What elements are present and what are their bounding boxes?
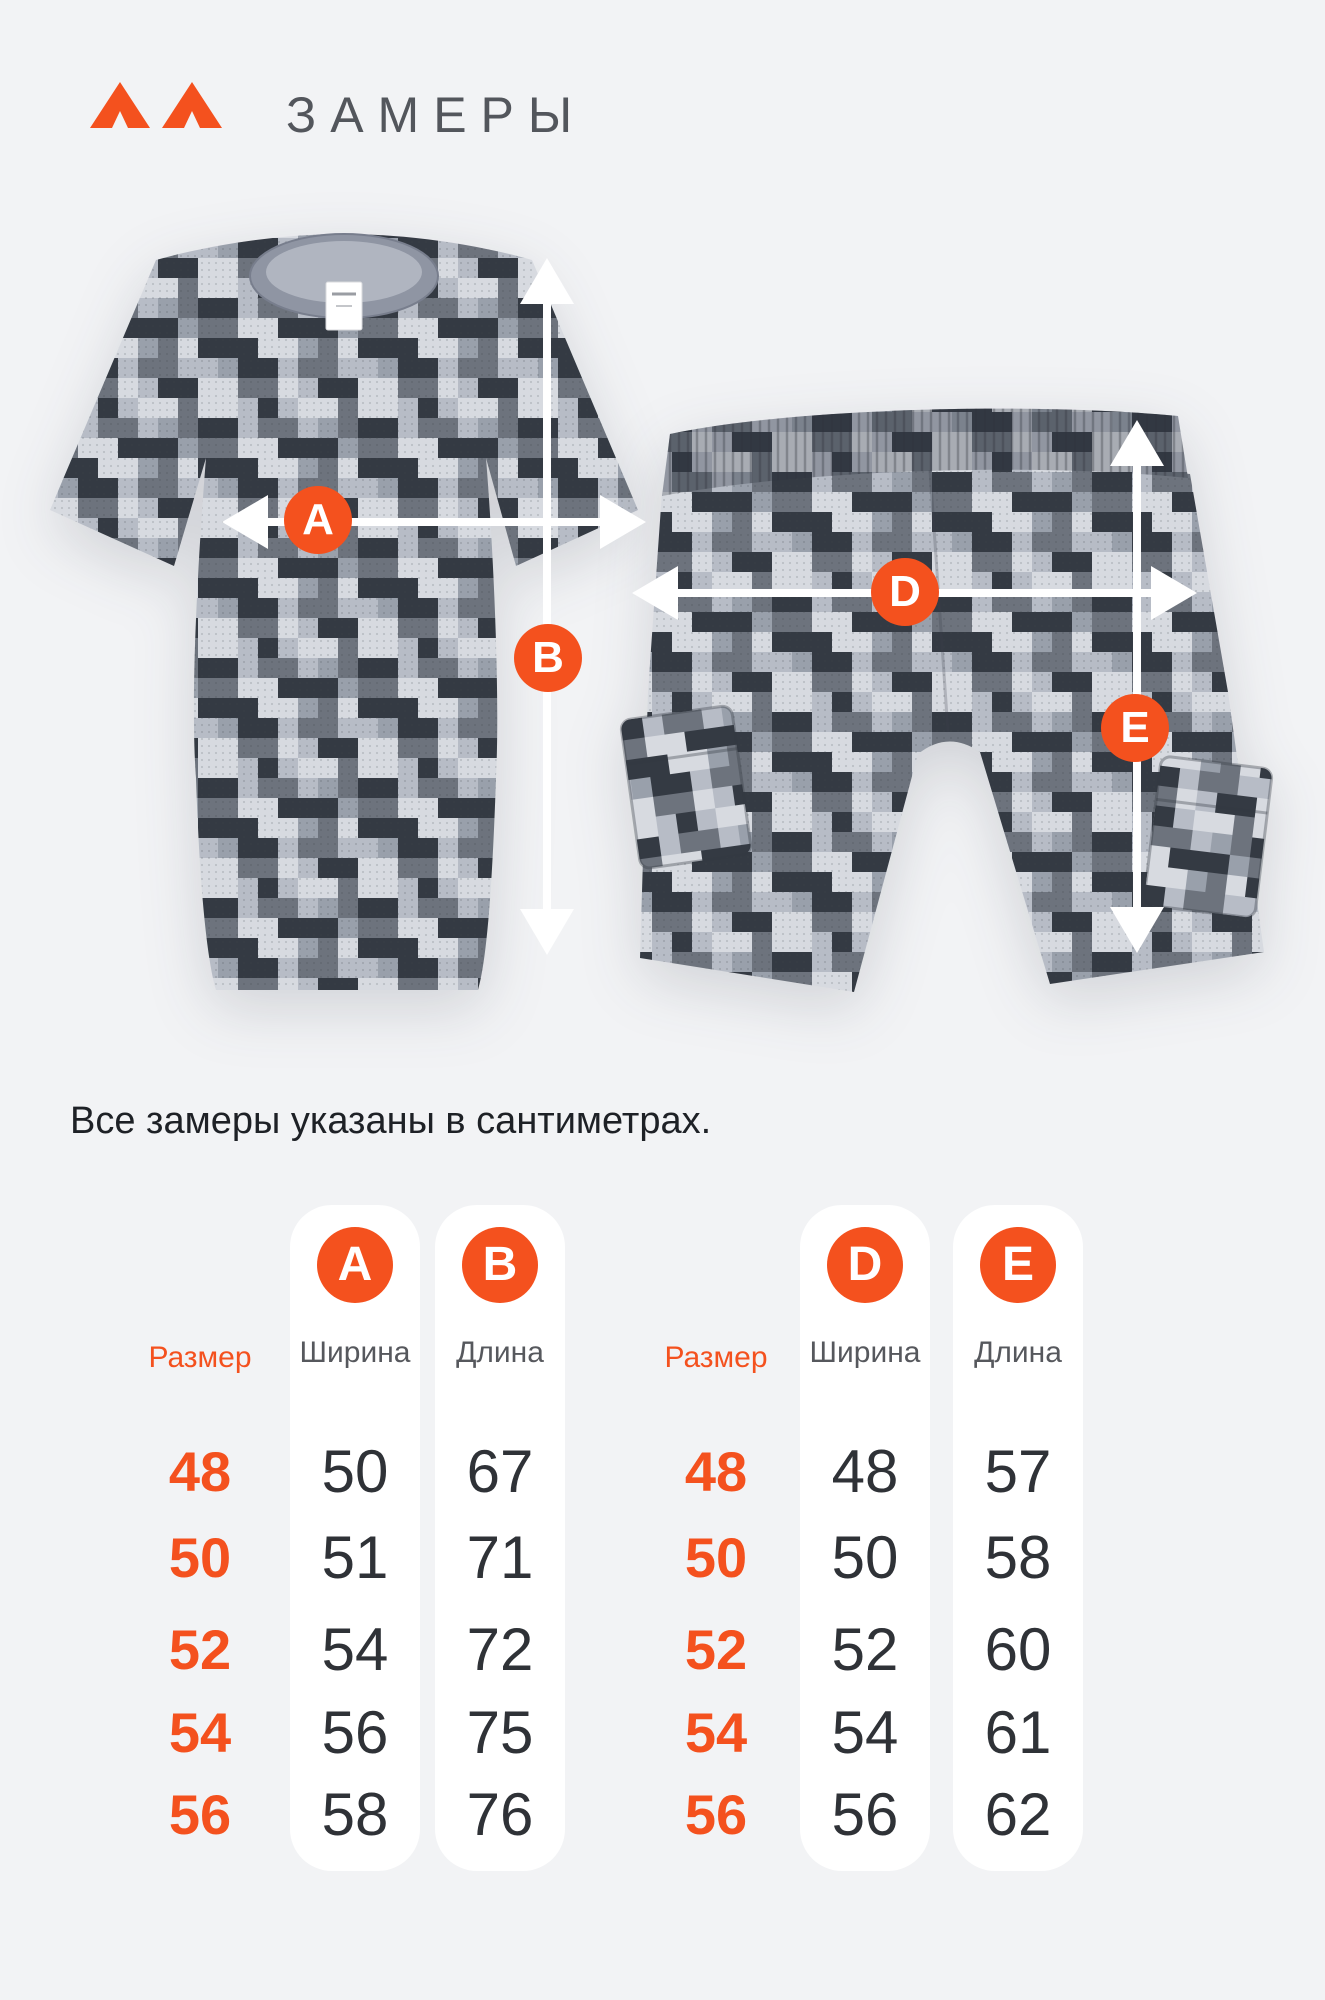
badge-letter: B [532, 633, 564, 682]
brand-logo-icon [90, 82, 222, 128]
size-cell: 52 [684, 1618, 748, 1681]
column-label: Длина [456, 1336, 544, 1369]
badge-letter: D [847, 1238, 883, 1291]
value-cell: 58 [321, 1781, 389, 1848]
value-cell: 48 [831, 1438, 899, 1505]
value-cell: 52 [831, 1616, 899, 1683]
badge-letter: E [1001, 1238, 1034, 1291]
column-letter-badge-b [462, 1227, 538, 1303]
cargo-pocket-left [620, 705, 752, 869]
badge-letter: E [1120, 703, 1150, 752]
size-cell: 52 [168, 1618, 232, 1681]
size-cell: 54 [684, 1701, 748, 1764]
column-label: Ширина [809, 1336, 921, 1369]
value-cell: 50 [321, 1438, 389, 1505]
units-note: Все замеры указаны в сантиметрах. [70, 1100, 712, 1142]
size-cell: 50 [684, 1526, 748, 1589]
value-cell: 50 [831, 1524, 899, 1591]
column-letter-badge-e [980, 1227, 1056, 1303]
shorts-width-badge [871, 558, 939, 626]
value-cell: 51 [321, 1524, 389, 1591]
size-cell: 56 [684, 1783, 748, 1846]
size-header-tshirt: Размер [148, 1341, 252, 1374]
value-cell: 58 [984, 1524, 1052, 1591]
value-cell: 75 [466, 1699, 534, 1766]
cargo-pocket-right [1143, 756, 1272, 919]
value-cell: 72 [466, 1616, 534, 1683]
size-cell: 48 [168, 1440, 232, 1503]
value-cell: 54 [321, 1616, 389, 1683]
value-cell: 54 [831, 1699, 899, 1766]
value-cell: 57 [984, 1438, 1052, 1505]
value-cell: 61 [984, 1699, 1052, 1766]
size-cell: 56 [168, 1783, 232, 1846]
tshirt-width-badge [284, 486, 352, 554]
value-cell: 67 [466, 1438, 534, 1505]
tshirt-image [38, 218, 650, 1018]
size-header-shorts: Размер [664, 1341, 768, 1374]
value-cell: 60 [984, 1616, 1052, 1683]
value-cell: 56 [831, 1781, 899, 1848]
badge-letter: D [889, 567, 921, 616]
size-cell: 54 [168, 1701, 232, 1764]
value-cell: 76 [466, 1781, 534, 1848]
value-cell: 62 [984, 1781, 1052, 1848]
column-label: Ширина [299, 1336, 411, 1369]
size-cell: 50 [168, 1526, 232, 1589]
badge-letter: B [482, 1238, 518, 1291]
column-label: Длина [974, 1336, 1062, 1369]
page-title: ЗАМЕРЫ [286, 87, 587, 143]
tshirt-length-badge [514, 624, 582, 692]
size-cell: 48 [684, 1440, 748, 1503]
column-letter-badge-d [827, 1227, 903, 1303]
badge-letter: A [337, 1238, 373, 1291]
value-cell: 56 [321, 1699, 389, 1766]
shorts-length-badge [1101, 694, 1169, 762]
column-letter-badge-a [317, 1227, 393, 1303]
badge-letter: A [302, 495, 334, 544]
shorts-image [612, 392, 1280, 1012]
value-cell: 71 [466, 1524, 534, 1591]
